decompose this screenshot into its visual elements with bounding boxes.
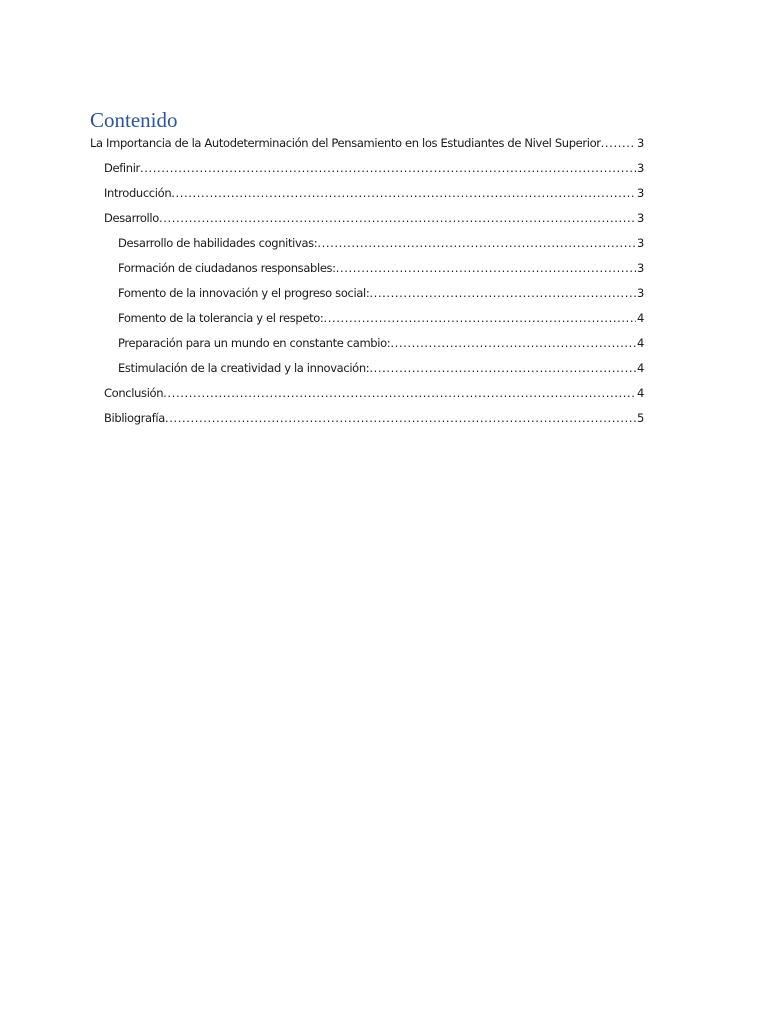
toc-dot-leader — [140, 156, 636, 181]
toc-dot-leader — [369, 356, 636, 381]
toc-page-number: 4 — [637, 336, 644, 350]
toc-page-number: 3 — [637, 236, 644, 250]
toc-entry[interactable] — [90, 381, 644, 406]
toc-entry[interactable] — [90, 256, 644, 281]
toc-entry[interactable] — [90, 356, 644, 381]
toc-entry-text: Fomento de la innovación y el progreso social: — [118, 286, 370, 300]
toc-dot-leader — [317, 231, 636, 256]
toc-entry-text: La Importancia de la Autodeterminación del Pensamiento en los Estudiantes de Nivel Superior — [90, 136, 601, 150]
toc-dot-leader — [390, 331, 636, 356]
toc-dot-leader — [163, 381, 636, 406]
toc-entry-text: Definir — [104, 161, 140, 175]
toc-page-number: 4 — [637, 361, 644, 375]
toc-entry-text: Preparación para un mundo en constante cambio: — [118, 336, 391, 350]
toc-page-number: 3 — [637, 136, 644, 150]
toc-dot-leader — [171, 181, 636, 206]
toc-entry-text: Introducción — [104, 186, 172, 200]
toc-entry-text: Desarrollo de habilidades cognitivas: — [118, 236, 318, 250]
toc-entry-text: Bibliografía — [104, 411, 165, 425]
toc-entry[interactable] — [90, 231, 644, 256]
toc-page-number: 4 — [637, 386, 644, 400]
toc-entry[interactable] — [90, 406, 644, 431]
toc-entry-text: Estimulación de la creatividad y la innovación: — [118, 361, 370, 375]
toc-entry-text: Formación de ciudadanos responsables: — [118, 261, 336, 275]
toc-page-number: 3 — [637, 211, 644, 225]
toc-dot-leader — [336, 256, 636, 281]
toc-entry[interactable] — [90, 281, 644, 306]
toc-dot-leader — [323, 306, 636, 331]
toc-entry[interactable] — [90, 156, 644, 181]
toc-entry[interactable] — [90, 181, 644, 206]
toc-dot-leader — [601, 131, 636, 156]
toc-title: Contenido — [90, 108, 178, 132]
toc-page-number: 5 — [637, 411, 644, 425]
toc-dot-leader — [165, 406, 636, 431]
table-of-contents — [90, 131, 644, 431]
toc-dot-leader — [369, 281, 636, 306]
toc-page-number: 3 — [637, 286, 644, 300]
toc-page-number: 3 — [637, 261, 644, 275]
toc-entry[interactable] — [90, 131, 644, 156]
toc-entry-text: Fomento de la tolerancia y el respeto: — [118, 311, 324, 325]
toc-entry[interactable] — [90, 206, 644, 231]
toc-dot-leader — [159, 206, 636, 231]
toc-entry-text: Desarrollo — [104, 211, 159, 225]
toc-entry[interactable] — [90, 306, 644, 331]
toc-entry-text: Conclusión — [104, 386, 164, 400]
toc-page-number: 3 — [637, 161, 644, 175]
toc-page-number: 4 — [637, 311, 644, 325]
toc-page-number: 3 — [637, 186, 644, 200]
toc-entry[interactable] — [90, 331, 644, 356]
